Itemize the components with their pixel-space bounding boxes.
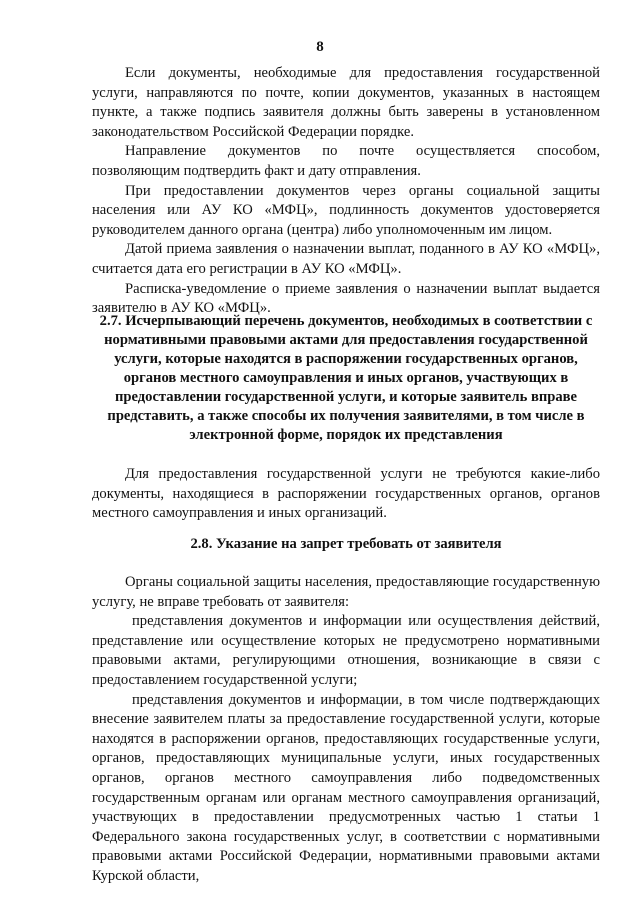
paragraph: Расписка-уведомление о приеме заявления о назначении выплат выдается заявителю в АУ КО «МФЦ». [92, 280, 600, 317]
intro-block [92, 64, 600, 319]
section-2-8-body [92, 573, 600, 887]
paragraph: представления документов и информации или осуществления действий, представление или осуществление которых не предусмотрено нормативными правовыми актами, регулирующими отношения, возникающие в связи с предоставлением государственной услуги; [92, 613, 600, 688]
paragraph: представления документов и информации, в том числе подтверждающих внесение заявителем платы за предоставление государственной услуги, которые находятся в распоряжении органов, предоставляющих государственные услуги, органов, предоставляющих муниципальные услуги, иных государственных органов, органов местного самоуправления либо подведомственных государственным органам или органам местного самоуправления организаций, участвующих в предоставлении предусмотренных частью 1 статьи 1 Федерального закона государственных услуг, в соответствии с нормативными правовыми актами Российской Федерации, нормативными правовыми актами Курской области, [92, 691, 600, 884]
section-2-7-body [92, 465, 600, 524]
paragraph: Для предоставления государственной услуги не требуются какие-либо документы, находящиеся в распоряжении государственных органов, органов местного самоуправления и иных организаций. [92, 466, 600, 522]
paragraph: При предоставлении документов через органы социальной защиты населения или АУ КО «МФЦ», подлинность документов удостоверяется руководителем данного органа (центра) либо уполномоченным им лицом. [92, 182, 600, 238]
paragraph: Если документы, необходимые для предоставления государственной услуги, направляются по почте, копии документов, указанных в настоящем пункте, а также подпись заявителя должны быть заверены в установленном законодательством Российской Федерации порядке. [92, 65, 600, 140]
section-heading-2-8: 2.8. Указание на запрет требовать от заявителя [190, 536, 502, 552]
section-heading-2-7: 2.7. Исчерпывающий перечень документов, необходимых в соответствии с нормативными правовыми актами для предоставления государственной услуги, которые находятся в распоряжении государственных органов, органов местного самоуправления и иных органов, участвующих в предоставлении государственной услуги, и которые заявитель вправе представить, а также способы их получения заявителями, в том числе в электронной форме, порядок их представления [99, 313, 593, 443]
paragraph: Органы социальной защиты населения, предоставляющие государственную услугу, не вправе требовать от заявителя: [92, 574, 600, 610]
page-number: 8 [316, 39, 324, 55]
paragraph: Датой приема заявления о назначении выплат, поданного в АУ КО «МФЦ», считается дата его регистрации в АУ КО «МФЦ». [92, 241, 600, 277]
paragraph: Направление документов по почте осуществляется способом, позволяющим подтвердить факт и дату отправления. [92, 143, 600, 179]
